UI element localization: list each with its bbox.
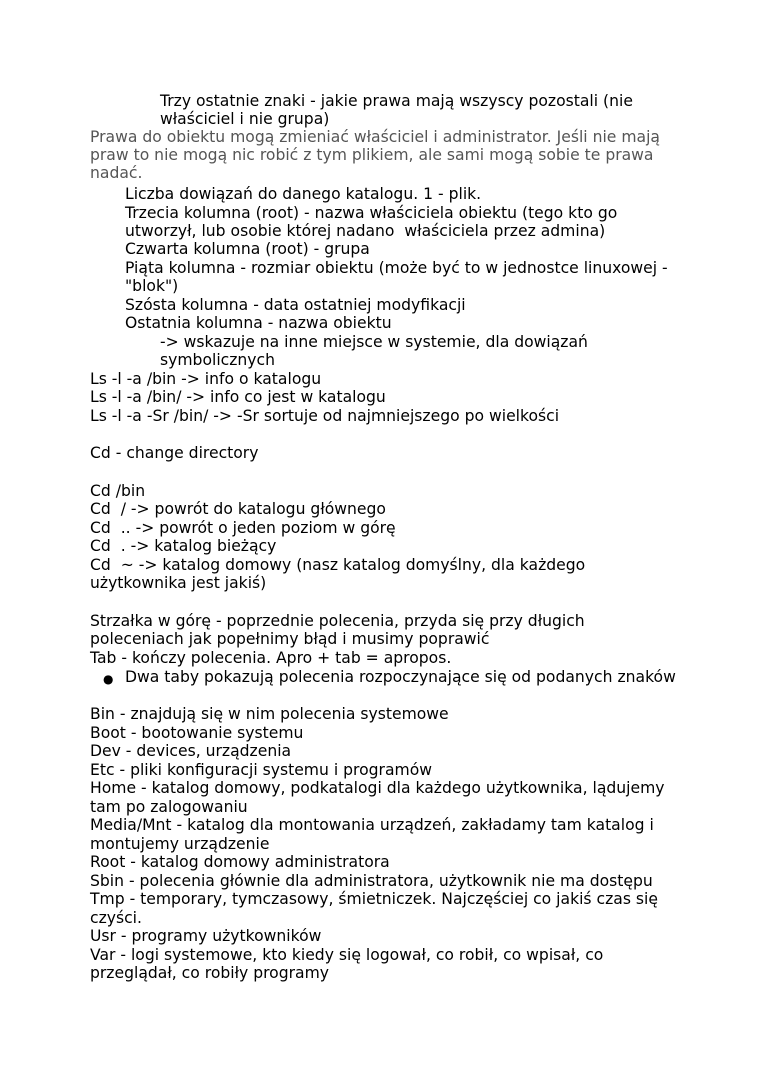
columns-line-5: Piąta kolumna - rozmiar obiektu (może być to w jednostce linuxowej - [125,259,668,277]
rights-note-line-3: nadać. [90,164,143,182]
ls-line-3: Ls -l -a -Sr /bin/ -> -Sr sortuje od najmniejszego po wielkości [90,407,560,425]
cd-line-5: Cd ~ -> katalog domowy (nasz katalog domyślny, dla każdego [90,556,586,574]
columns-line-6: "blok") [125,277,179,295]
dirs-line-5: Home - katalog domowy, podkatalogi dla każdego użytkownika, lądujemy [90,779,665,797]
columns-line-1: Liczba dowiązań do danego katalogu. 1 - plik. [125,185,482,203]
dirs-line-15: przeglądał, co robiły programy [90,964,329,982]
dirs-line-10: Sbin - polecenia głównie dla administratora, użytkownik nie ma dostępu [90,872,653,890]
cd-line-3: Cd .. -> powrót o jeden poziom w górę [90,519,396,537]
columns-line-9: -> wskazuje na inne miejsce w systemie, dla dowiązań [160,333,588,351]
dirs-line-7: Media/Mnt - katalog dla montowania urządzeń, zakładamy tam katalog i [90,816,654,834]
tips-line-1: Strzałka w górę - poprzednie polecenia, przyda się przy długich [90,612,585,630]
rights-note-line-1: Prawa do obiektu mogą zmieniać właściciel i administrator. Jeśli nie mają [90,128,660,146]
dirs-line-14: Var - logi systemowe, kto kiedy się logował, co robił, co wpisał, co [90,946,604,964]
cd-title: Cd - change directory [90,444,259,462]
tips-line-3: Tab - kończy polecenia. Apro + tab = apropos. [90,649,452,667]
cd-line-6: użytkownika jest jakiś) [90,574,267,592]
dirs-line-3: Dev - devices, urządzenia [90,742,292,760]
columns-line-8: Ostatnia kolumna - nazwa obiektu [125,314,392,332]
dirs-line-4: Etc - pliki konfiguracji systemu i programów [90,761,432,779]
ls-line-2: Ls -l -a /bin/ -> info co jest w katalogu [90,388,386,406]
dirs-line-6: tam po zalogowaniu [90,798,248,816]
dirs-line-11: Tmp - temporary, tymczasowy, śmietniczek. Najczęściej co jakiś czas się [90,890,658,908]
rights-note-line-2: praw to nie mogą nic robić z tym plikiem, ale sami mogą sobie te prawa [90,146,654,164]
dirs-line-1: Bin - znajdują się w nim polecenia systemowe [90,705,449,723]
columns-line-10: symbolicznych [160,351,275,369]
columns-line-3: utworzył, lub osobie której nadano właściciela przez admina) [125,222,606,240]
cd-line-2: Cd / -> powrót do katalogu głównego [90,500,386,518]
intro-line-2: właściciel i nie grupa) [160,110,330,128]
dirs-line-12: czyści. [90,909,142,927]
columns-line-7: Szósta kolumna - data ostatniej modyfikacji [125,296,466,314]
cd-line-1: Cd /bin [90,482,146,500]
dirs-line-13: Usr - programy użytkowników [90,927,322,945]
tips-line-2: poleceniach jak popełnimy błąd i musimy poprawić [90,630,490,648]
dirs-line-8: montujemy urządzenie [90,835,270,853]
intro-line-1: Trzy ostatnie znaki - jakie prawa mają wszyscy pozostali (nie [160,92,633,110]
dirs-line-9: Root - katalog domowy administratora [90,853,390,871]
ls-line-1: Ls -l -a /bin -> info o katalogu [90,370,322,388]
columns-line-4: Czwarta kolumna (root) - grupa [125,240,370,258]
columns-line-2: Trzecia kolumna (root) - nazwa właściciela obiektu (tego kto go [125,204,618,222]
tips-bullet-item: Dwa taby pokazują polecenia rozpoczynające się od podanych znaków [125,668,676,686]
cd-line-4: Cd . -> katalog bieżący [90,537,277,555]
bullet-icon: ● [103,672,114,686]
dirs-line-2: Boot - bootowanie systemu [90,724,304,742]
